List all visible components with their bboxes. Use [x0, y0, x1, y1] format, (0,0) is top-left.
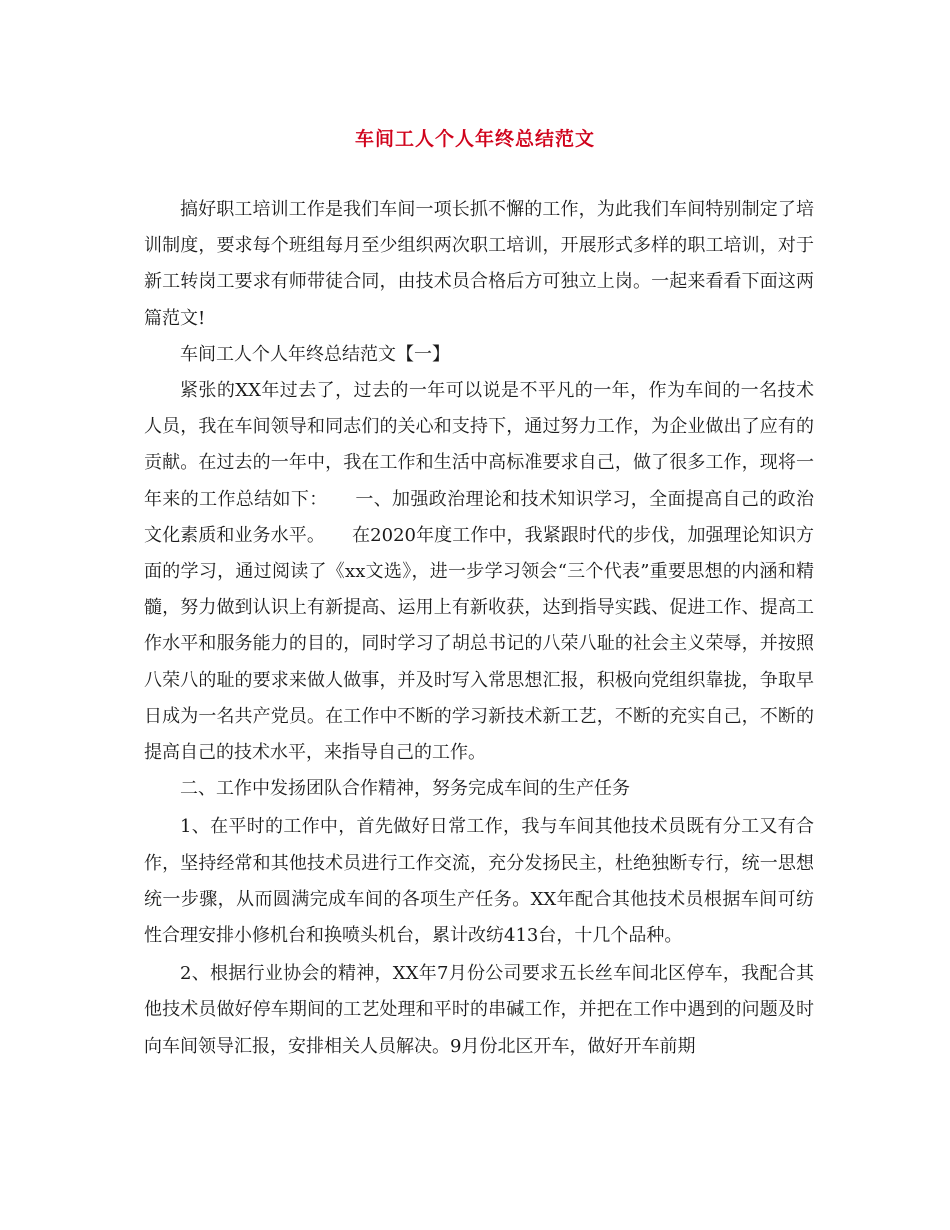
paragraph-item-one: 1、在平时的工作中，首先做好日常工作，我与车间其他技术员既有分工又有合作，坚持经常和其他技术员进行工作交流，充分发扬民主，杜绝独断专行，统一思想统一步骤，从而圆满完成车间的各项生产任务。XX年配合其他技术员根据车间可纺性合理安排小修机台和换喷头机台，累计改纺413台，十几个品种。: [144, 816, 814, 947]
paragraph-summary: 紧张的XX年过去了，过去的一年可以说是不平凡的一年，作为车间的一名技术人员，我在车间领导和同志们的关心和支持下，通过努力工作，为企业做出了应有的贡献。在过去的一年中，我在工作和生活中高标准要求自己，做了很多工作，现将一年来的工作总结如下： 一、加强政治理论和技术知识学习，全面提高自己的政治文化素质和业务水平。 在2020年度工作中，我紧跟时代的步伐，加强理论知识方面的学习，通过阅读了《xx文选》，进一步学习领会“三个代表”重要思想的内涵和精髓，努力做到认识上有新提高、运用上有新收获，达到指导实践、促进工作、提高工作水平和服务能力的目的，同时学习了胡总书记的八荣八耻的社会主义荣辱，并按照八荣八的耻的要求来做人做事，并及时写入常思想汇报，积极向党组织靠拢，争取早日成为一名共产党员。在工作中不断的学习新技术新工艺，不断的充实自己，不断的提高自己的技术水平，来指导自己的工作。: [144, 380, 814, 764]
paragraph-item-two: 2、根据行业协会的精神，XX年7月份公司要求五长丝车间北区停车，我配合其他技术员做好停车期间的工艺处理和平时的串碱工作，并把在工作中遇到的问题及时向车间领导汇报，安排相关人员解决。9月份北区开车，做好开车前期: [144, 963, 814, 1057]
paragraph-intro: 搞好职工培训工作是我们车间一项长抓不懈的工作，为此我们车间特别制定了培训制度，要求每个班组每月至少组织两次职工培训，开展形式多样的职工培训，对于新工转岗工要求有师带徒合同，由技术员合格后方可独立上岗。一起来看看下面这两篇范文!: [144, 199, 814, 329]
paragraph-section-two: 二、工作中发扬团队合作精神，努务完成车间的生产任务: [180, 778, 630, 800]
paragraph-heading-one: 车间工人个人年终总结范文【一】: [180, 343, 450, 365]
document-title: 车间工人个人年终总结范文: [354, 128, 595, 150]
document-body: [144, 192, 814, 1065]
